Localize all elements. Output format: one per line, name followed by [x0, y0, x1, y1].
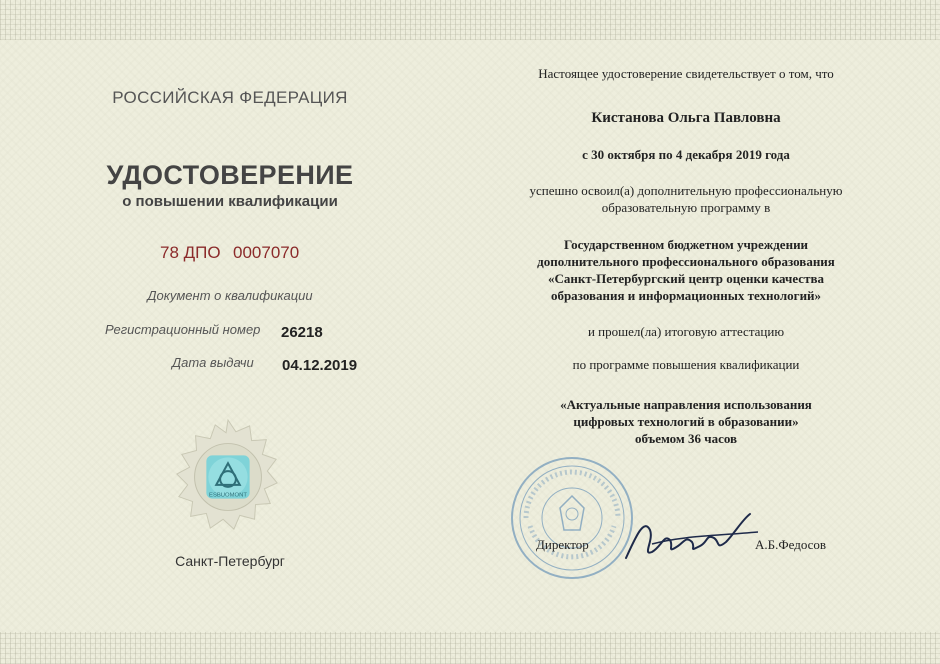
registration-number-value: 26218 — [281, 324, 323, 341]
guilloche-border-top — [0, 0, 940, 40]
issue-date-value: 04.12.2019 — [282, 357, 358, 374]
document-type-label: Документ о квалификации — [147, 288, 313, 303]
completion-text-line1: успешно освоил(а) дополнительную профессиональную — [529, 183, 843, 198]
issue-date-label: Дата выдачи — [172, 355, 254, 370]
program-name-line2: цифровых технологий в образовании» — [573, 414, 799, 429]
city-label: Санкт-Петербург — [175, 553, 285, 569]
guilloche-border-bottom — [0, 632, 940, 664]
hologram-seal-icon — [169, 418, 287, 536]
attestation-text: и прошел(ла) итоговую аттестацию — [587, 324, 785, 339]
document-series: 78 ДПО — [160, 243, 221, 262]
country-heading: РОССИЙСКАЯ ФЕДЕРАЦИЯ — [112, 88, 348, 107]
intro-text: Настоящее удостоверение свидетельствует о том, что — [538, 66, 834, 81]
organization-line2: дополнительного профессионального образования — [537, 254, 835, 269]
director-label: Директор — [536, 537, 589, 552]
director-name: А.Б.Федосов — [755, 537, 827, 552]
completion-text-line2: образовательную программу в — [601, 200, 771, 215]
director-signature-icon — [622, 506, 762, 568]
program-intro-text: по программе повышения квалификации — [572, 357, 800, 372]
holder-name: Кистанова Ольга Павловна — [591, 110, 781, 126]
document-title: УДОСТОВЕРЕНИЕ — [106, 160, 354, 190]
organization-line4: образования и информационных технологий» — [550, 288, 822, 303]
registration-number-label: Регистрационный номер — [105, 322, 261, 337]
organization-line1: Государственном бюджетном учреждении — [563, 237, 809, 252]
document-number: 0007070 — [233, 243, 300, 262]
study-period: с 30 октября по 4 декабря 2019 года — [582, 147, 790, 162]
organization-line3: «Санкт-Петербургский центр оценки качества — [548, 271, 824, 286]
hologram-text: ESBUOMONT — [209, 492, 247, 499]
document-subtitle: о повышении квалификации — [122, 193, 338, 210]
program-hours: объемом 36 часов — [634, 431, 738, 446]
program-name-line1: «Актуальные направления использования — [560, 397, 812, 412]
official-stamp-icon — [508, 454, 636, 582]
